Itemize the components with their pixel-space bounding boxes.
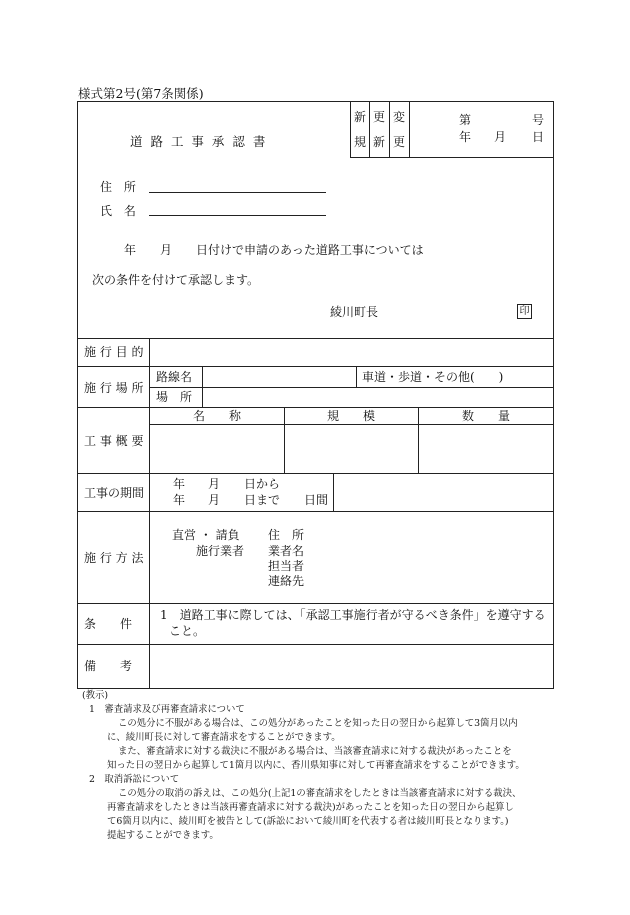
period-from-year: 年 bbox=[173, 477, 186, 491]
notes-line: 再審査請求をしたときは当該再審査請求に対する裁決)があったことを知った日の翌日から起算し bbox=[107, 802, 514, 813]
method-contact: 連絡先 bbox=[268, 574, 305, 588]
notes-line: 2 取消訴訟について bbox=[89, 774, 180, 785]
road-type: 車道・歩道・その他( ) bbox=[362, 370, 504, 384]
period-from-month: 月 bbox=[208, 477, 221, 491]
route-label: 路線名 bbox=[156, 370, 193, 384]
notes-line: この処分に不服がある場合は、この処分があったことを知った日の翌日から起算して3箇月以内 bbox=[118, 718, 518, 729]
check-new-bottom: 規 bbox=[354, 135, 367, 149]
divider bbox=[389, 101, 390, 157]
form-number: 様式第2号(第7条関係) bbox=[78, 86, 204, 101]
overview-header-qty: 数 量 bbox=[462, 409, 511, 423]
seal-mark: 印 bbox=[517, 304, 532, 319]
divider bbox=[333, 473, 334, 511]
location-label: 場 所 bbox=[156, 390, 193, 404]
row-divider bbox=[149, 424, 554, 425]
period-label: 工事の期間 bbox=[84, 486, 145, 500]
period-to: 日まで bbox=[244, 493, 281, 507]
name-underline bbox=[149, 215, 326, 216]
method-contractor: 施行業者 bbox=[196, 544, 245, 558]
method-company: 業者名 bbox=[268, 544, 305, 558]
check-renew-top: 更 bbox=[373, 110, 386, 124]
conditions-text-line1: 1 道路工事に際しては、「承認工事施行者が守るべき条件」を遵守する bbox=[160, 608, 546, 622]
address-label: 住 所 bbox=[100, 180, 140, 194]
divider bbox=[284, 407, 285, 473]
address-underline bbox=[149, 192, 326, 193]
date-month: 月 bbox=[494, 130, 507, 144]
period-to-month: 月 bbox=[208, 493, 221, 507]
method-address: 住 所 bbox=[268, 528, 305, 542]
body-month: 月 bbox=[160, 243, 173, 257]
place-label: 施 行 場 所 bbox=[84, 381, 144, 395]
body-line1: 日付けで申請のあった道路工事については bbox=[196, 243, 424, 257]
divider bbox=[369, 101, 370, 157]
method-direct-contract: 直営 ・ 請負 bbox=[172, 528, 240, 542]
divider bbox=[409, 101, 410, 157]
row-divider bbox=[149, 387, 554, 388]
divider bbox=[356, 366, 357, 387]
name-label: 氏 名 bbox=[100, 204, 140, 218]
check-new-top: 新 bbox=[354, 110, 367, 124]
notes-line: この処分の取消の訴えは、この処分(上記1の審査請求をしたときは当該審査請求に対する裁決、 bbox=[118, 788, 522, 799]
body-line2: 次の条件を付けて承認します。 bbox=[92, 273, 260, 287]
notes-line: 1 審査請求及び再審査請求について bbox=[89, 704, 245, 715]
number-label-go: 号 bbox=[532, 113, 545, 127]
issuer-name: 綾川町長 bbox=[330, 305, 379, 319]
check-change-top: 変 bbox=[393, 110, 406, 124]
notes-line: に、綾川町長に対して審査請求をすることができます。 bbox=[107, 732, 341, 743]
page-title: 道 路 工 事 承 認 書 bbox=[130, 134, 268, 149]
check-change-bottom: 更 bbox=[393, 135, 406, 149]
notes-line: て6箇月以内に、綾川町を被告として(訴訟において綾川町を代表する者は綾川町長となります。) bbox=[107, 816, 509, 827]
period-days: 日間 bbox=[304, 493, 329, 507]
conditions-label: 条 件 bbox=[84, 617, 133, 631]
overview-label: 工 事 概 要 bbox=[84, 434, 144, 448]
notes-line: また、審査請求に対する裁決に不服がある場合は、当該審査請求に対する裁決があったことを bbox=[118, 746, 512, 757]
notes-line: 提起することができます。 bbox=[107, 830, 219, 841]
period-from: 日から bbox=[244, 477, 281, 491]
overview-header-name: 名 称 bbox=[193, 409, 242, 423]
check-renew-bottom: 新 bbox=[373, 135, 386, 149]
purpose-label: 施 行 目 的 bbox=[84, 345, 144, 359]
divider bbox=[350, 101, 351, 157]
overview-header-scale: 規 模 bbox=[327, 409, 376, 423]
method-person: 担当者 bbox=[268, 559, 305, 573]
date-year: 年 bbox=[459, 130, 472, 144]
label-column-divider bbox=[149, 338, 150, 689]
divider bbox=[350, 157, 554, 158]
notes-line: 知った日の翌日から起算して1箇月以内に、香川県知事に対して再審査請求をすることができます。 bbox=[107, 760, 525, 771]
notes-heading: (教示) bbox=[82, 690, 109, 701]
number-label-dai: 第 bbox=[459, 113, 472, 127]
period-to-year: 年 bbox=[173, 493, 186, 507]
divider bbox=[418, 407, 419, 473]
body-year: 年 bbox=[124, 243, 137, 257]
remarks-label: 備 考 bbox=[84, 659, 133, 673]
divider bbox=[202, 366, 203, 407]
conditions-text-line2: こと。 bbox=[169, 624, 206, 638]
date-day: 日 bbox=[532, 130, 545, 144]
method-label: 施 行 方 法 bbox=[84, 551, 144, 565]
